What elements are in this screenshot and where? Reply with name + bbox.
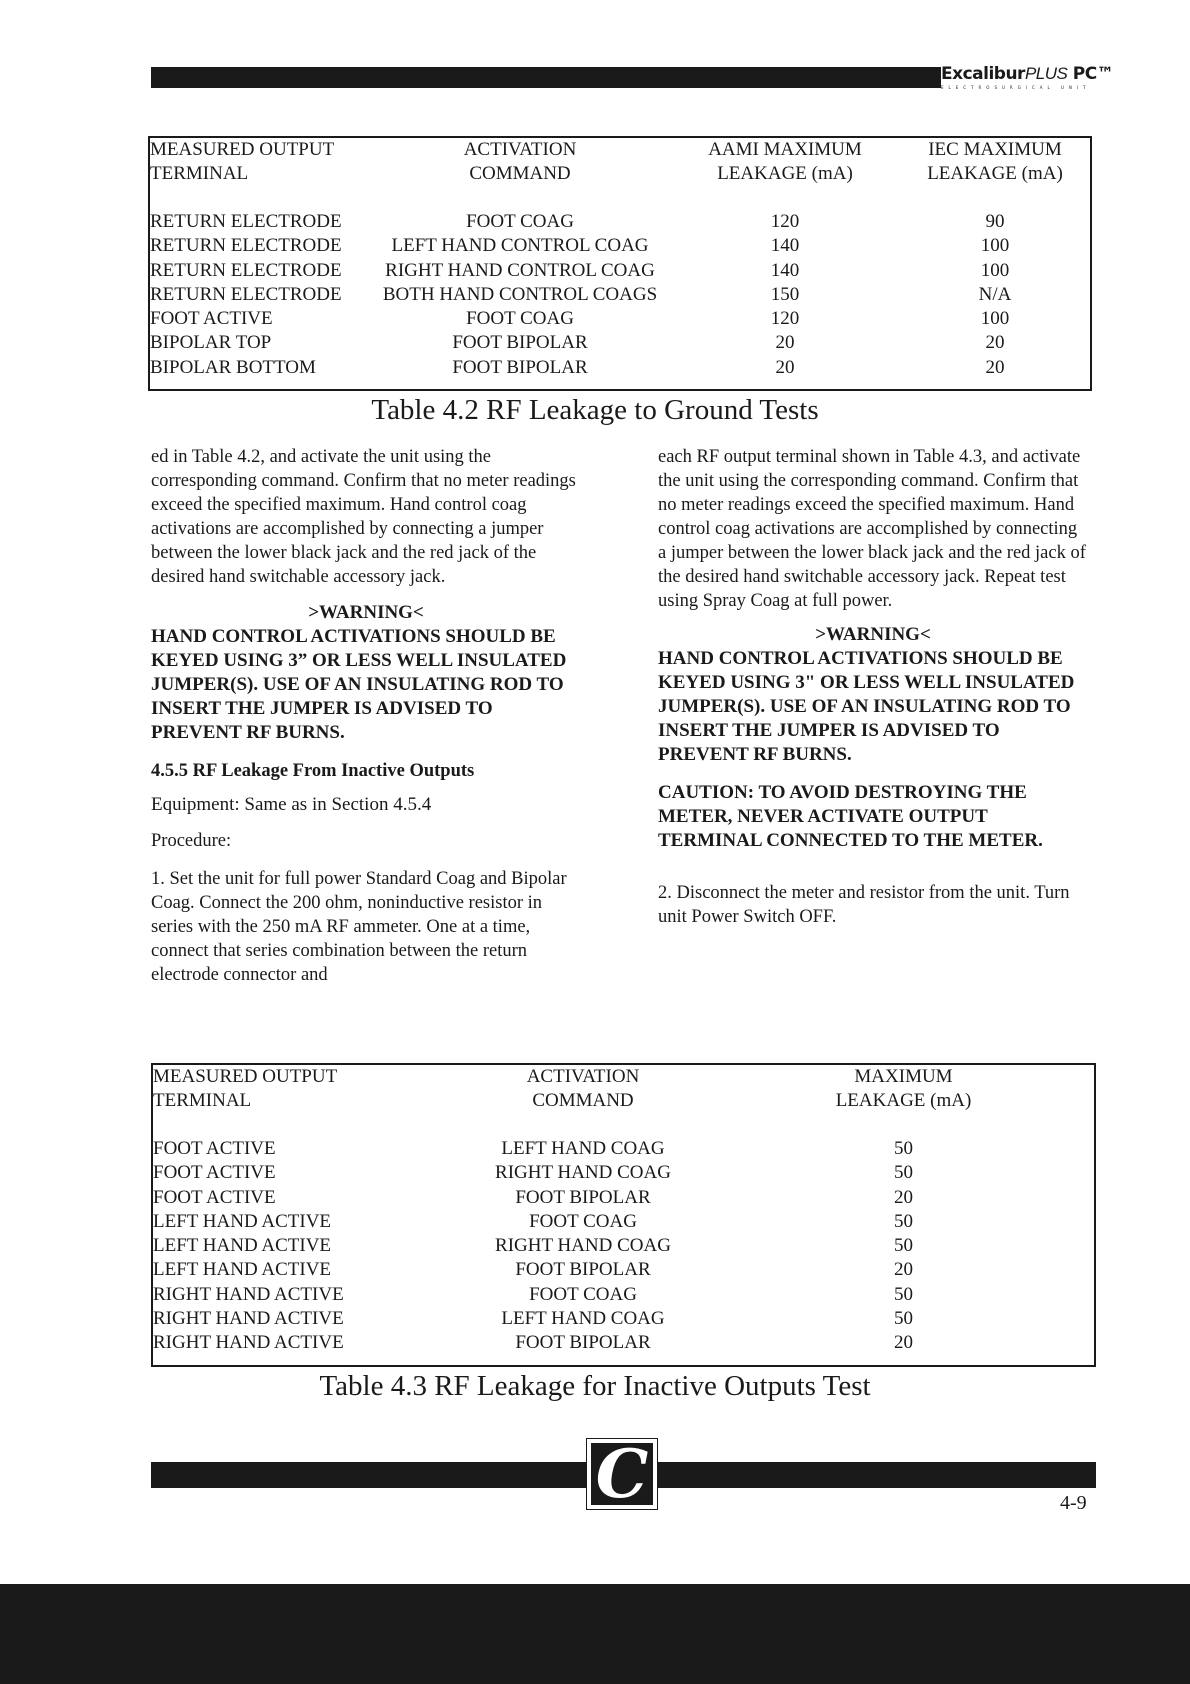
header-line: LEAKAGE (mA) xyxy=(717,163,853,185)
table-cell: 20 xyxy=(894,1259,913,1281)
column-header xyxy=(150,138,370,210)
table-cell: FOOT BIPOLAR xyxy=(515,1259,651,1281)
table-row xyxy=(153,1161,1094,1185)
brand-pc: PC™ xyxy=(1072,64,1114,84)
table-cell: 20 xyxy=(775,356,795,378)
table-cell: 50 xyxy=(894,1162,913,1184)
table-cell: FOOT BIPOLAR xyxy=(452,332,588,354)
table-cell: LEFT HAND ACTIVE xyxy=(153,1259,332,1281)
table-cell: 90 xyxy=(985,211,1005,232)
table-row xyxy=(153,1137,1094,1161)
table-row xyxy=(150,356,1090,380)
step-2: 2. Disconnect the meter and resistor from the unit. Turn unit Power Switch OFF. xyxy=(658,883,1070,927)
table-cell: BIPOLAR BOTTOM xyxy=(150,356,316,378)
table-cell: RIGHT HAND ACTIVE xyxy=(153,1332,344,1354)
table-cell: FOOT COAG xyxy=(529,1210,637,1232)
header-line: LEAKAGE (mA) xyxy=(927,163,1063,185)
table-cell: FOOT BIPOLAR xyxy=(515,1186,651,1208)
table-cell: 140 xyxy=(770,235,800,257)
step-1: 1. Set the unit for full power Standard Coag and Bipolar Coag. Connect the 200 ohm, noninductive resistor in series with the 250 mA RF ammeter. One at a time, connect that series combination between the return electrode connector and xyxy=(151,869,567,985)
table-row xyxy=(153,1186,1094,1210)
table-cell: FOOT COAG xyxy=(466,308,574,330)
table-cell: FOOT COAG xyxy=(466,211,574,232)
header-line: MEASURED OUTPUT xyxy=(153,1066,338,1087)
brand-main: Excalibur xyxy=(941,64,1025,84)
header-line: ACTIVATION xyxy=(526,1066,640,1087)
table-cell: 20 xyxy=(894,1332,913,1354)
table-cell: 50 xyxy=(894,1210,913,1232)
table-row xyxy=(150,234,1090,258)
column-header xyxy=(900,138,1090,210)
table-cell: 50 xyxy=(894,1138,913,1159)
header-line: MEASURED OUTPUT xyxy=(150,139,335,160)
table-row xyxy=(153,1331,1094,1355)
column-header xyxy=(453,1065,713,1137)
header-line: MAXIMUM xyxy=(854,1066,953,1087)
header-line: TERMINAL xyxy=(150,163,249,185)
table-cell: RIGHT HAND ACTIVE xyxy=(153,1308,344,1330)
column-header xyxy=(153,1065,453,1137)
header-line: AAMI MAXIMUM xyxy=(708,139,862,160)
table-row xyxy=(150,283,1090,307)
procedure-label: Procedure: xyxy=(151,831,232,851)
table-4-3-caption: Table 4.3 RF Leakage for Inactive Outputs Test xyxy=(319,1370,871,1402)
table-cell: FOOT ACTIVE xyxy=(153,1186,276,1208)
table-cell: FOOT BIPOLAR xyxy=(515,1332,651,1354)
table-row xyxy=(150,210,1090,234)
paragraph: ed in Table 4.2, and activate the unit using the corresponding command. Confirm that no meter readings exceed the specified maximum. Hand control coag activations are accomplished by connecting a jumper between the lower black jack and the red jack of the desired hand switchable accessory jack. xyxy=(151,447,576,587)
table-cell: 120 xyxy=(770,211,800,232)
table-cell: LEFT HAND COAG xyxy=(501,1308,665,1330)
header-bar xyxy=(151,67,941,88)
table-cell: RETURN ELECTRODE xyxy=(150,211,342,232)
table-row xyxy=(153,1258,1094,1282)
table-cell: LEFT HAND COAG xyxy=(501,1138,665,1159)
table-cell: LEFT HAND ACTIVE xyxy=(153,1235,332,1257)
table-cell: N/A xyxy=(978,283,1012,305)
header-line: COMMAND xyxy=(532,1090,634,1112)
table-row xyxy=(153,1307,1094,1331)
table-cell: 50 xyxy=(894,1235,913,1257)
table-cell: BIPOLAR TOP xyxy=(150,332,272,354)
warning-title: >WARNING< xyxy=(815,624,931,645)
table-cell: 20 xyxy=(894,1186,913,1208)
table-cell: LEFT HAND CONTROL COAG xyxy=(391,235,649,257)
table-row xyxy=(153,1283,1094,1307)
table-row xyxy=(150,259,1090,283)
section-heading: 4.5.5 RF Leakage From Inactive Outputs xyxy=(151,761,475,781)
header-line: COMMAND xyxy=(469,163,571,185)
equipment-line: Equipment: Same as in Section 4.5.4 xyxy=(151,794,432,815)
warning-text: HAND CONTROL ACTIVATIONS SHOULD BE KEYED USING 3” OR LESS WELL INSULATED JUMPER(S). USE OF AN INSULATING ROD TO INSERT THE JUMPER IS ADVISED TO PREVENT RF BURNS. xyxy=(151,626,567,743)
header-line: TERMINAL xyxy=(153,1090,252,1112)
table-cell: RETURN ELECTRODE xyxy=(150,235,342,257)
table-cell: 100 xyxy=(980,308,1010,330)
table-cell: RETURN ELECTRODE xyxy=(150,259,342,281)
table-cell: 20 xyxy=(985,332,1005,354)
table-cell: 140 xyxy=(770,259,800,281)
table-4-2-caption: Table 4.2 RF Leakage to Ground Tests xyxy=(371,394,819,426)
page-number: 4-9 xyxy=(1060,1492,1087,1514)
caution-text: CAUTION: TO AVOID DESTROYING THE METER, NEVER ACTIVATE OUTPUT TERMINAL CONNECTED TO THE METER. xyxy=(658,782,1043,851)
table-cell: RIGHT HAND COAG xyxy=(495,1162,671,1184)
left-column xyxy=(151,445,581,997)
warning-text: HAND CONTROL ACTIVATIONS SHOULD BE KEYED USING 3" OR LESS WELL INSULATED JUMPER(S). USE OF AN INSULATING ROD TO INSERT THE JUMPER IS ADVISED TO PREVENT RF BURNS. xyxy=(658,648,1075,765)
scan-border xyxy=(0,1584,1190,1684)
table-4-2 xyxy=(148,136,1092,391)
table-cell: RIGHT HAND CONTROL COAG xyxy=(385,259,655,281)
table-cell: RETURN ELECTRODE xyxy=(150,283,342,305)
table-cell: LEFT HAND ACTIVE xyxy=(153,1210,332,1232)
table-cell: 100 xyxy=(980,235,1010,257)
header-line: IEC MAXIMUM xyxy=(928,139,1062,160)
table-cell: FOOT ACTIVE xyxy=(153,1138,276,1159)
logo-letter: C xyxy=(591,1443,653,1505)
column-header xyxy=(713,1065,1094,1137)
paragraph: each RF output terminal shown in Table 4.3, and activate the unit using the corresponding command. Confirm that no meter readings exceed the specified maximum. Hand control coag activations are accomplished by connecting a jumper between the lower black jack and the red jack of the desired hand switchable accessory jack. Repeat test using Spray Coag at full power. xyxy=(658,447,1086,611)
column-header xyxy=(370,138,670,210)
table-4-3 xyxy=(151,1063,1096,1367)
table-row xyxy=(150,307,1090,331)
table-cell: 50 xyxy=(894,1308,913,1330)
table-cell: 100 xyxy=(980,259,1010,281)
table-cell: FOOT COAG xyxy=(529,1283,637,1305)
brand-plus: PLUS xyxy=(1024,64,1068,83)
right-column xyxy=(658,445,1088,939)
table-cell: RIGHT HAND COAG xyxy=(495,1235,671,1257)
table-cell: FOOT ACTIVE xyxy=(150,308,273,330)
table-cell: FOOT BIPOLAR xyxy=(452,356,588,378)
table-cell: FOOT ACTIVE xyxy=(153,1162,276,1184)
table-cell: 50 xyxy=(894,1283,913,1305)
table-header xyxy=(153,1065,1094,1137)
warning-title: >WARNING< xyxy=(308,602,424,623)
table-cell: 150 xyxy=(770,283,800,305)
brand-logo xyxy=(941,64,1113,84)
table-row xyxy=(153,1234,1094,1258)
table-cell: BOTH HAND CONTROL COAGS xyxy=(382,283,658,305)
table-cell: 20 xyxy=(985,356,1005,378)
company-logo xyxy=(586,1435,658,1513)
header-line: LEAKAGE (mA) xyxy=(835,1090,972,1112)
column-header xyxy=(670,138,900,210)
table-cell: RIGHT HAND ACTIVE xyxy=(153,1283,344,1305)
brand-subtitle: ELECTROSURGICAL UNIT xyxy=(941,85,1091,90)
header-line: ACTIVATION xyxy=(463,139,577,160)
table-row xyxy=(153,1210,1094,1234)
table-cell: 20 xyxy=(775,332,795,354)
table-cell: 120 xyxy=(770,308,800,330)
table-header xyxy=(150,138,1090,210)
table-row xyxy=(150,331,1090,355)
